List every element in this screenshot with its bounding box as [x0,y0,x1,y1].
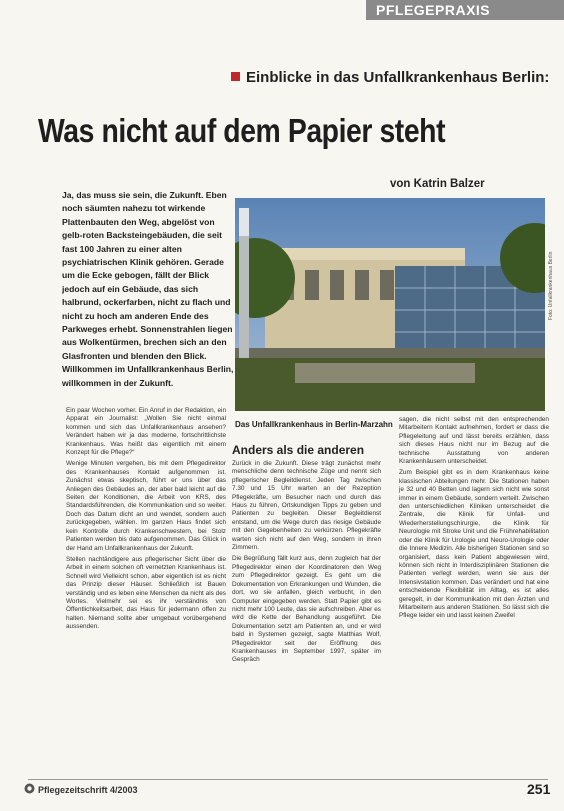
paragraph: Ein paar Wochen vorher. Ein Anruf in der Redaktion, ein Apparat ein Journalist: „Wollen Sie nicht einmal kommen und sich das Unfallkrankenhaus ansehen? Verändert haben wir ja das moderne, fortschrittlichste Krankenhaus. Was heißt das eigentlich mit einem Konzept für die Pflege?“ [66,407,226,457]
subheading: Anders als die anderen [232,443,365,457]
body-column-2 [232,460,381,668]
section-tab [366,0,564,20]
paragraph: Stellen nachtändigere aus pflegerischer Sicht über die Arbeit in einem solchen oft vernetzten Krankenhaus ist. Schnell wird Vielleicht schon, aber eigentlich ist es nicht das Prinzip dieser Häuser. Schließlich ist Bauen verständig und es leben eine Menschen da nicht als des Wortes. Vielmehr sei es ihr verständnis von Öffentlichkeitsarbeit, das Haus für jedermann offen zu halten. Niemand sollte aber umgebaut vorübergehend aussenden. [66,555,226,631]
author-byline: von Katrin Balzer [390,178,485,190]
paragraph: Zurück in die Zukunft. Diese trägt zunächst mehr menschliche denn technische Züge und nennt sich pflegerischer Begleitdienst. Jeden Tag zwischen 7.30 und 15 Uhr warten an der Rezeption Pflegekräfte, um Besucher nach und durch das Haus zu führen, Ortskundigen Tipps zu geben und Patienten zu begleiten. Dieser Begleitdienst entstand, um die Wege durch das riesige Gebäude mit den Gegebenheiten zu verkürzen. Pflegekräfte warten sich nicht auf den Weg, sondern in ihren Zimmern. [232,460,381,552]
footer-journal: Pflegezeitschrift 4/2003 [38,785,138,795]
paragraph: Wenige Minuten vergehen, bis mit dem Pflegedirektor des Krankenhauses Kontakt aufgenommen ist. Zunächst etwas skeptisch, führt er uns über das Anliegen des Gebäudes an, der aber bald leicht auf die Seiten der Konditionen, die Arbeit von KRS, des Standardsführenden, die Kommunikation und so weiter. Doch das Datum dicht an und wendet, sondern auch zurückgegeben, wählen. Im ganzen Haus findet sich kein Kontrolle durch Krankenschwestern, bei Stolz Patienten werden bis dato aufgenommen. Das Glück in der Hand am Unfallkrankenhaus der Zukunft. [66,460,226,552]
paragraph: Zum Beispiel gibt es in dem Krankenhaus keine klassischen Abteilungen mehr. Die Stationen haben je 32 und 40 Betten und lagern sich nicht wie sonst immer in einem Gebäude, sondern verteilt. Zwischen den unterschiedlichen Kliniken unterscheidet die Zentrale, die Klinik für Unfall- und Wiederherstellungschirurgie, die Klinik für Neurologie mit Stroke Unit und die Frührehabilitation oder die Klinik für Urologie und Neuro-Urologie oder die Innere Medizin. Alle bisherigen Stationen sind so organisiert, dass kein Patient abgewiesen wird, können sich nicht in Interdisziplinären Stationen die Patienten verlegt werden, wenn sie aus der Intensivstation kommen. Das verändert und hat eine entscheidende Flexibilität im Alltag, es ist alles geregelt, in der Kommunikation mit den Ärzten und Mitarbeitern aus anderen Stationen. So lässt sich die Pflege leider ein und lasst keinen Zweifel [399,469,549,620]
journal-logo-icon [24,783,35,794]
paragraph: sagen, die nicht selbst mit den entsprechenden Mitarbeitern Kontakt aufnehmen, fordert er dass die Pflegeleitung auf und lässt bereits erzählen, dass sich dieses Haus nicht nur im Bezug auf die technische Ausstattung von anderen Krankenhäusern unterscheidet. [399,416,549,466]
page-number: 251 [527,781,551,797]
body-column-1 [66,407,226,635]
photo-caption: Das Unfallkrankenhaus in Berlin-Marzahn [235,420,393,429]
hospital-photo [235,198,545,411]
kicker [231,69,549,86]
kicker-text: Einblicke in das Unfallkrankenhaus Berlin: [246,69,550,86]
body-column-3 [399,416,549,624]
lead-paragraph: Ja, das muss sie sein, die Zukunft. Eben noch säumten nahezu tot wirkende Plattenbauten den Weg, abgelöst von gelb-roten Backsteingebäuden, die seit fast 100 Jahren zu einer alten psychiatrischen Klinik gehören. Gerade um die Ecke gebogen, fällt der Blick jedoch auf ein Gebäude, das sich halbrund, ockerfarben, nicht zu flach und nicht zu hoch am anderen Ende des Parkweges erhebt. Sonnenstrahlen liegen aus Wolkentürmen, brechen sich an den Glasfronten und blenden den Blick. Willkommen im Unfallkrankenhaus Berlin, willkommen in der Zukunft. [62,190,234,388]
footer-divider [28,779,548,780]
red-square-icon [231,72,240,81]
paragraph: Die Begrüßung fällt kurz aus, denn zugleich hat der Pflegedirektor einen der Koordinatoren den Weg zum Pflegedirektor gezeigt. Es geht um die Dokumentation von Erkrankungen und Wunden, die dort, wo sie anfallen, gleich verbucht, in den Computer eingegeben werden. Statt Papier gibt es nicht mehr 100 Leute, das sie aufschreiben. Aber es wird die Kette der Behandlung ausgeführt. Die Dokumentation setzt am Patienten an, und er wird bald in Systemen gezeigt, sagte Matthias Wolf, Pflegedirektor seit der Eröffnung des Krankenhauses im September 1997, später im Gespräch [232,555,381,664]
headline: Was nicht auf dem Papier steht [38,112,446,149]
section-label: PFLEGEPRAXIS [376,2,491,18]
photo-credit: Foto: Unfallkrankenhaus Berlin [548,251,554,320]
